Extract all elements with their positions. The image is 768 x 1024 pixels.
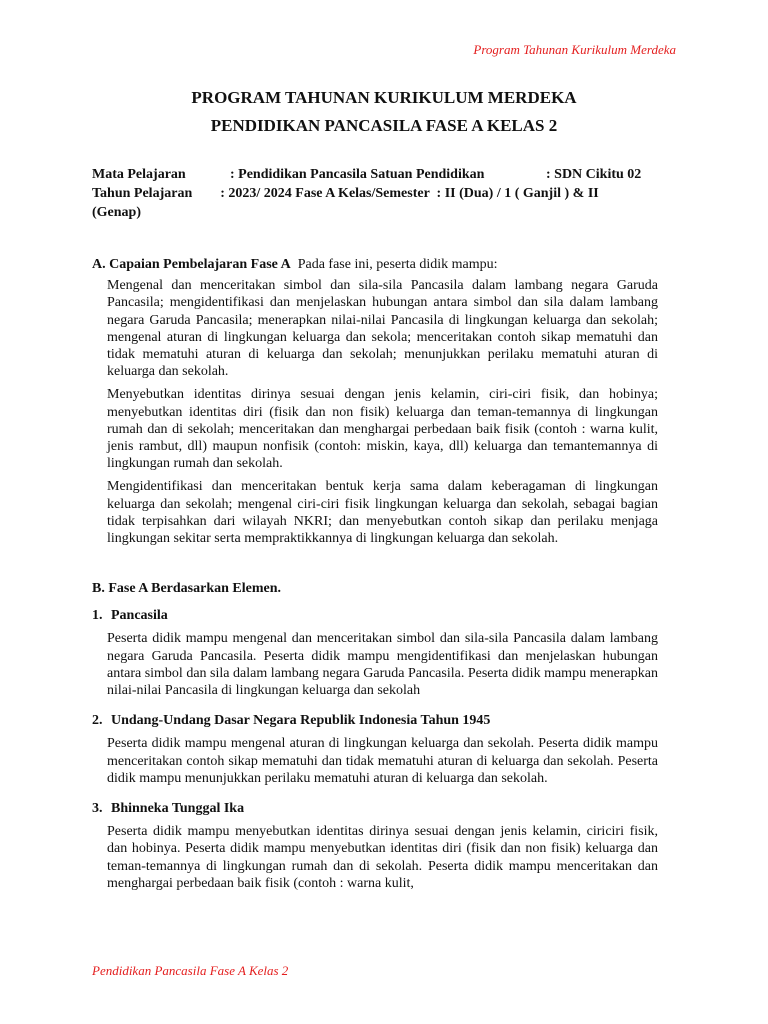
year-line: Tahun Pelajaran : 2023/ 2024 Fase A Kelas/Semester : II (Dua) / 1 ( Ganjil ) & II <box>92 186 599 201</box>
element-heading <box>92 800 658 817</box>
section-a-paragraph: Mengidentifikasi dan menceritakan bentuk kerja sama dalam keberagaman di lingkungan keluarga dan sekolah; mengenal ciri-ciri fisik lingkungan keluarga dan sekolah, sebagai bagian tidak terpisahkan dari wilayah NKRI; dan menyebutkan contoh sikap dan perilaku menjaga lingkungan sekitar serta mempraktikkannya di lingkungan keluarga dan sekolah. <box>107 479 658 547</box>
section-a-paragraph: Mengenal dan menceritakan simbol dan sila-sila Pancasila dalam lambang negara Garuda Pancasila; mengidentifikasi dan menjelaskan hubungan antara simbol dan sila dalam lambang negara Garuda Pancasila; menerapkan nilai-nilai Pancasila di lingkungan keluarga dan sekolah; mengenal aturan di lingkungan keluarga dan sekola; menceritakan contoh sikap mematuhi dan tidak mematuhi aturan di keluarga dan sekolah; menunjukkan perilaku mematuhi aturan di keluarga dan sekolah. <box>107 278 658 380</box>
section-a-heading-row <box>92 256 658 273</box>
school-value: : SDN Cikitu 02 <box>546 167 642 182</box>
element-text: Peserta didik mampu menyebutkan identitas dirinya sesuai dengan jenis kelamin, ciriciri fisik, dan hobinya. Peserta didik mampu menyebutkan identitas diri (fisik dan non fisik) keluarga dan teman-temannya di lingkungan rumah dan di sekolah. Peserta didik mampu menceritakan dan menghargai perbedaan baik fisik (contoh : warna kulit, <box>107 824 658 891</box>
section-a-paragraph: Menyebutkan identitas dirinya sesuai dengan jenis kelamin, ciri-ciri fisik, dan hobinya; menyebutkan identitas diri (fisik dan non fisik) keluarga dan teman-temannya di lingkungan rumah dan di sekolah; menceritakan dan menghargai perbedaan baik fisik (contoh : warna kulit, jenis rambut, dll) maupun nonfisik (contoh: miskin, kaya, dll) keluarga dan temantemannya di lingkungan rumah dan sekolah. <box>107 387 658 472</box>
year-line-cont: (Genap) <box>92 205 141 220</box>
footer-note: Pendidikan Pancasila Fase A Kelas 2 <box>92 963 289 978</box>
element-title: Bhinneka Tunggal Ika <box>111 801 245 817</box>
document-subtitle: PENDIDIKAN PANCASILA FASE A KELAS 2 <box>210 116 558 135</box>
meta-row-year <box>92 184 662 222</box>
section-b-heading: B. Fase A Berdasarkan Elemen. <box>92 581 282 596</box>
section-b <box>92 580 658 905</box>
section-a-intro: Pada fase ini, peserta didik mampu: <box>290 257 498 272</box>
document-title: PROGRAM TAHUNAN KURIKULUM MERDEKA <box>191 88 577 107</box>
element-title: Undang-Undang Dasar Negara Republik Indonesia Tahun 1945 <box>111 713 491 729</box>
section-a-heading: A. Capaian Pembelajaran Fase A <box>92 257 291 272</box>
element-text: Peserta didik mampu mengenal aturan di lingkungan keluarga dan sekolah. Peserta didik mampu menceritakan contoh sikap mematuhi dan tidak mematuhi aturan di keluarga dan sekolah. Peserta didik mampu menunjukkan perilaku mematuhi aturan di keluarga dan sekolah. <box>107 736 658 786</box>
header-note: Program Tahunan Kurikulum Merdeka <box>473 42 676 57</box>
subject-value: : Pendidikan Pancasila Satuan Pendidikan <box>230 167 485 182</box>
section-a <box>92 256 658 553</box>
element-heading <box>92 712 658 729</box>
element-number: 3. <box>92 801 103 817</box>
element-number: 2. <box>92 713 103 729</box>
element-number: 1. <box>92 608 103 624</box>
subject-label: Mata Pelajaran <box>92 167 186 182</box>
element-text: Peserta didik mampu mengenal dan menceritakan simbol dan sila-sila Pancasila dalam lambang negara Garuda Pancasila. Peserta didik mampu mengidentifikasi dan menjelaskan hubungan antara simbol dan sila dalam lambang negara Garuda Pancasila. Peserta didik mampu menerapkan nilai-nilai Pancasila di lingkungan keluarga dan sekolah <box>107 631 658 699</box>
element-title: Pancasila <box>111 608 168 624</box>
element-heading <box>92 607 658 624</box>
meta-row-subject <box>92 165 662 184</box>
